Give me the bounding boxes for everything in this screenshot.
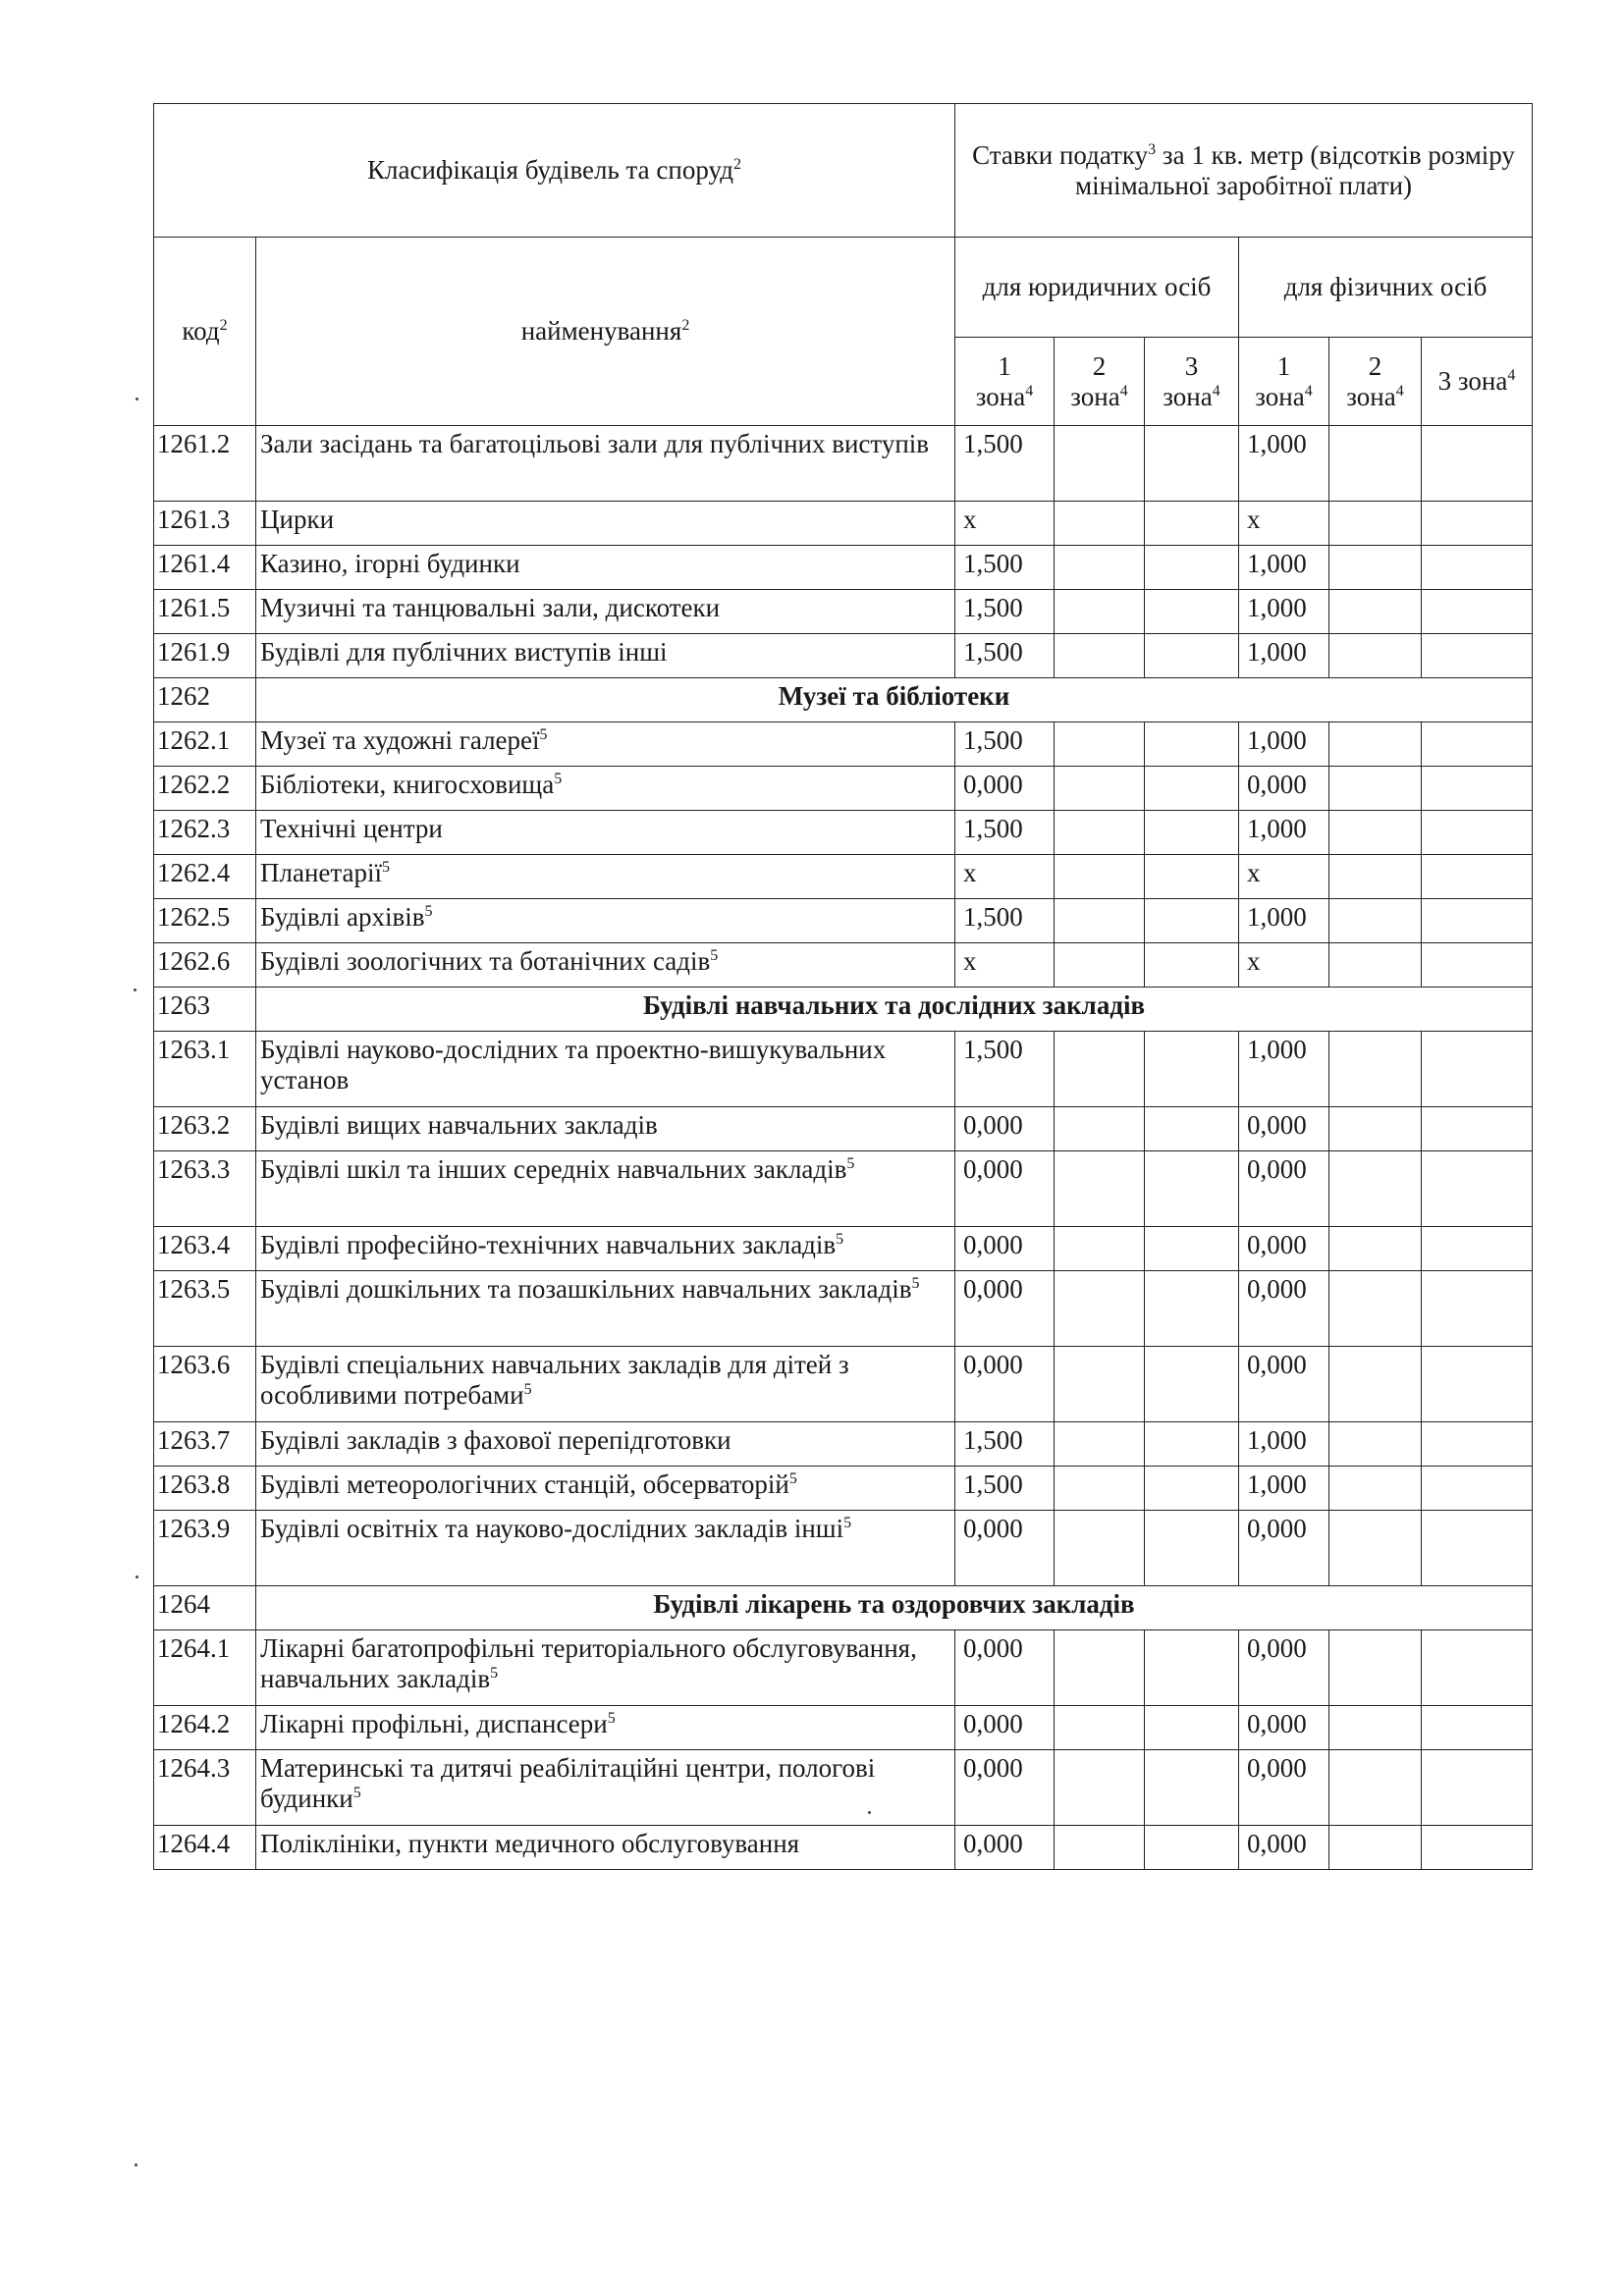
rate-physical-zone1: 0,000 xyxy=(1239,1227,1329,1271)
table-body xyxy=(154,104,1533,1870)
row-name-cell xyxy=(256,1467,955,1511)
table-row xyxy=(154,426,1533,502)
rate-legal-zone1: 1,500 xyxy=(955,1467,1055,1511)
rate-legal-zone2 xyxy=(1055,855,1145,899)
rate-legal-zone2 xyxy=(1055,1151,1145,1227)
rate-legal-zone2 xyxy=(1055,1511,1145,1586)
row-name: Будівлі професійно-технічних навчальних закладів xyxy=(260,1230,837,1259)
row-name: Будівлі освітніх та науково-дослідних закладів інші xyxy=(260,1514,844,1543)
rate-physical-zone2 xyxy=(1329,767,1422,811)
rate-physical-zone2 xyxy=(1329,1630,1422,1706)
rate-physical-zone3 xyxy=(1422,899,1533,943)
row-name-cell xyxy=(256,811,955,855)
footnote-mark: 5 xyxy=(382,859,391,876)
rate-physical-zone2 xyxy=(1329,590,1422,634)
rate-physical-zone1: 0,000 xyxy=(1239,767,1329,811)
rate-physical-zone3 xyxy=(1422,1107,1533,1151)
rate-legal-zone2 xyxy=(1055,811,1145,855)
rate-physical-zone1: 0,000 xyxy=(1239,1511,1329,1586)
classification-header: Класифікація будівель та споруд$^2$ xyxy=(154,104,955,238)
name-header: найменування$^2$ xyxy=(256,238,955,426)
row-name-cell xyxy=(256,722,955,767)
footnote-mark: 5 xyxy=(607,1710,616,1727)
section-title: Будівлі лікарень та оздоровчих закладів xyxy=(256,1586,1533,1630)
row-name-cell xyxy=(256,855,955,899)
rate-legal-zone1: х xyxy=(955,943,1055,988)
rate-legal-zone2 xyxy=(1055,634,1145,678)
rate-legal-zone2 xyxy=(1055,1422,1145,1467)
rate-legal-zone2 xyxy=(1055,1032,1145,1107)
rate-physical-zone2 xyxy=(1329,811,1422,855)
footnote-mark: 5 xyxy=(710,947,719,964)
rate-legal-zone1: 0,000 xyxy=(955,767,1055,811)
row-code: 1261.4 xyxy=(154,546,256,590)
rate-legal-zone1: 0,000 xyxy=(955,1107,1055,1151)
row-name-cell xyxy=(256,1630,955,1706)
rate-physical-zone2 xyxy=(1329,1706,1422,1750)
footnote-mark: 5 xyxy=(846,1155,855,1172)
row-name-cell xyxy=(256,1032,955,1107)
table-row xyxy=(154,1511,1533,1586)
scan-speck xyxy=(135,1575,138,1578)
rate-legal-zone3 xyxy=(1145,1630,1239,1706)
row-code: 1264.3 xyxy=(154,1750,256,1826)
rate-physical-zone1: 0,000 xyxy=(1239,1630,1329,1706)
rate-physical-zone3 xyxy=(1422,1511,1533,1586)
rate-legal-zone1: 0,000 xyxy=(955,1706,1055,1750)
rate-physical-zone1: 0,000 xyxy=(1239,1151,1329,1227)
rate-legal-zone3 xyxy=(1145,1347,1239,1422)
row-name: Будівлі спеціальних навчальних закладів для дітей з особливими потребами xyxy=(260,1350,849,1410)
rate-legal-zone2 xyxy=(1055,426,1145,502)
rate-physical-zone2 xyxy=(1329,1750,1422,1826)
rate-physical-zone2 xyxy=(1329,1151,1422,1227)
footnote-mark: 5 xyxy=(843,1515,852,1531)
rate-physical-zone2 xyxy=(1329,1826,1422,1870)
row-code: 1263.2 xyxy=(154,1107,256,1151)
table-row xyxy=(154,1706,1533,1750)
section-row xyxy=(154,678,1533,722)
rate-physical-zone3 xyxy=(1422,1271,1533,1347)
rate-legal-zone2 xyxy=(1055,943,1145,988)
rate-legal-zone3 xyxy=(1145,426,1239,502)
table-row xyxy=(154,899,1533,943)
rate-legal-zone1: 1,500 xyxy=(955,634,1055,678)
row-name-cell xyxy=(256,1107,955,1151)
row-name-cell xyxy=(256,1750,955,1826)
section-title: Будівлі навчальних та дослідних закладів xyxy=(256,988,1533,1032)
zone-header-physical-2: 2 зона$^4$ xyxy=(1329,338,1422,426)
rate-physical-zone1: 0,000 xyxy=(1239,1750,1329,1826)
row-name-cell xyxy=(256,1271,955,1347)
rate-legal-zone1: 0,000 xyxy=(955,1151,1055,1227)
rate-legal-zone3 xyxy=(1145,546,1239,590)
scan-speck xyxy=(134,988,136,991)
rate-physical-zone3 xyxy=(1422,1826,1533,1870)
row-code: 1262.2 xyxy=(154,767,256,811)
row-code: 1261.9 xyxy=(154,634,256,678)
rate-legal-zone1: 0,000 xyxy=(955,1630,1055,1706)
rate-physical-zone3 xyxy=(1422,590,1533,634)
zone-header-legal-1: 1 зона$^4$ xyxy=(955,338,1055,426)
row-name: Музеї та художні галереї xyxy=(260,725,540,755)
rate-physical-zone1: 1,000 xyxy=(1239,426,1329,502)
row-name: Будівлі шкіл та інших середніх навчальних закладів xyxy=(260,1154,847,1184)
rate-legal-zone3 xyxy=(1145,1422,1239,1467)
rate-physical-zone2 xyxy=(1329,1467,1422,1511)
table-row xyxy=(154,811,1533,855)
rate-legal-zone2 xyxy=(1055,1630,1145,1706)
rate-physical-zone2 xyxy=(1329,502,1422,546)
zone-header-legal-2: 2 зона$^4$ xyxy=(1055,338,1145,426)
row-name: Будівлі зоологічних та ботанічних садів xyxy=(260,946,711,976)
row-name: Будівлі закладів з фахової перепідготовки xyxy=(260,1425,731,1455)
rate-legal-zone3 xyxy=(1145,1032,1239,1107)
row-name-cell xyxy=(256,899,955,943)
rate-physical-zone1: 1,000 xyxy=(1239,1422,1329,1467)
rate-legal-zone2 xyxy=(1055,899,1145,943)
rate-physical-zone3 xyxy=(1422,1467,1533,1511)
rate-legal-zone1: 0,000 xyxy=(955,1511,1055,1586)
rate-physical-zone2 xyxy=(1329,1511,1422,1586)
rate-physical-zone2 xyxy=(1329,426,1422,502)
row-code: 1264.4 xyxy=(154,1826,256,1870)
table-row xyxy=(154,1347,1533,1422)
rate-physical-zone3 xyxy=(1422,1151,1533,1227)
rate-physical-zone1: 1,000 xyxy=(1239,899,1329,943)
row-name: Бібліотеки, книгосховища xyxy=(260,770,555,799)
row-name-cell xyxy=(256,426,955,502)
row-name-cell xyxy=(256,1227,955,1271)
zone-header-physical-3: 3 зона$^4$ xyxy=(1422,338,1533,426)
row-code: 1262.1 xyxy=(154,722,256,767)
row-name-cell xyxy=(256,767,955,811)
rate-physical-zone3 xyxy=(1422,1227,1533,1271)
row-code: 1263.6 xyxy=(154,1347,256,1422)
row-name: Будівлі науково-дослідних та проектно-вишукувальних установ xyxy=(260,1035,887,1095)
rate-legal-zone2 xyxy=(1055,1107,1145,1151)
rate-physical-zone2 xyxy=(1329,546,1422,590)
row-code: 1261.2 xyxy=(154,426,256,502)
row-name-cell xyxy=(256,634,955,678)
section-code: 1263 xyxy=(154,988,256,1032)
rate-legal-zone1: 0,000 xyxy=(955,1227,1055,1271)
rate-legal-zone3 xyxy=(1145,502,1239,546)
scan-speck xyxy=(135,398,138,400)
row-name: Поліклініки, пункти медичного обслуговування xyxy=(260,1829,800,1858)
row-code: 1262.6 xyxy=(154,943,256,988)
rate-physical-zone2 xyxy=(1329,722,1422,767)
rate-physical-zone1: х xyxy=(1239,855,1329,899)
rate-legal-zone1: 1,500 xyxy=(955,1422,1055,1467)
rate-legal-zone1: 1,500 xyxy=(955,590,1055,634)
rate-legal-zone3 xyxy=(1145,1750,1239,1826)
rate-physical-zone1: 0,000 xyxy=(1239,1347,1329,1422)
header-row-2 xyxy=(154,238,1533,338)
rate-physical-zone3 xyxy=(1422,855,1533,899)
rate-physical-zone3 xyxy=(1422,943,1533,988)
table-row xyxy=(154,1271,1533,1347)
section-row xyxy=(154,988,1533,1032)
row-name-cell xyxy=(256,546,955,590)
rate-physical-zone1: 0,000 xyxy=(1239,1706,1329,1750)
rate-physical-zone3 xyxy=(1422,426,1533,502)
rate-physical-zone3 xyxy=(1422,1032,1533,1107)
rate-physical-zone1: х xyxy=(1239,943,1329,988)
code-header: код$^2$ xyxy=(154,238,256,426)
rate-legal-zone3 xyxy=(1145,899,1239,943)
row-code: 1263.3 xyxy=(154,1151,256,1227)
section-row xyxy=(154,1586,1533,1630)
row-name: Казино, ігорні будинки xyxy=(260,549,520,578)
row-name: Музичні та танцювальні зали, дискотеки xyxy=(260,593,721,622)
footnote-mark: 5 xyxy=(836,1231,844,1248)
rate-legal-zone3 xyxy=(1145,767,1239,811)
table-row xyxy=(154,1467,1533,1511)
table-row xyxy=(154,855,1533,899)
row-name-cell xyxy=(256,1347,955,1422)
rate-legal-zone1: 1,500 xyxy=(955,546,1055,590)
rate-physical-zone3 xyxy=(1422,1706,1533,1750)
rate-physical-zone3 xyxy=(1422,634,1533,678)
legal-entities-header: для юридичних осіб xyxy=(955,238,1239,338)
row-name: Будівлі метеорологічних станцій, обсерваторій xyxy=(260,1469,789,1499)
rate-physical-zone3 xyxy=(1422,767,1533,811)
footnote-mark: 5 xyxy=(490,1665,499,1682)
table-row xyxy=(154,1750,1533,1826)
footnote-mark: 5 xyxy=(424,903,433,920)
table-row xyxy=(154,1630,1533,1706)
rate-legal-zone2 xyxy=(1055,1750,1145,1826)
section-code: 1262 xyxy=(154,678,256,722)
rate-legal-zone1: 0,000 xyxy=(955,1750,1055,1826)
rate-legal-zone1: 1,500 xyxy=(955,899,1055,943)
rate-legal-zone2 xyxy=(1055,1347,1145,1422)
rate-legal-zone1: х xyxy=(955,502,1055,546)
row-code: 1261.5 xyxy=(154,590,256,634)
physical-persons-header: для фізичних осіб xyxy=(1239,238,1533,338)
row-name-cell xyxy=(256,1706,955,1750)
rate-legal-zone2 xyxy=(1055,590,1145,634)
zone-header-physical-1: 1 зона$^4$ xyxy=(1239,338,1329,426)
row-name-cell xyxy=(256,590,955,634)
table-row xyxy=(154,1422,1533,1467)
row-code: 1263.5 xyxy=(154,1271,256,1347)
row-code: 1263.4 xyxy=(154,1227,256,1271)
rate-legal-zone2 xyxy=(1055,767,1145,811)
rate-legal-zone2 xyxy=(1055,1467,1145,1511)
row-name: Лікарні профільні, диспансери xyxy=(260,1709,608,1738)
row-code: 1261.3 xyxy=(154,502,256,546)
rate-legal-zone3 xyxy=(1145,1706,1239,1750)
row-name-cell xyxy=(256,1151,955,1227)
row-code: 1262.3 xyxy=(154,811,256,855)
rate-legal-zone3 xyxy=(1145,722,1239,767)
row-code: 1263.9 xyxy=(154,1511,256,1586)
rate-physical-zone3 xyxy=(1422,1422,1533,1467)
rate-physical-zone1: 1,000 xyxy=(1239,811,1329,855)
scan-speck xyxy=(868,1811,871,1814)
rate-legal-zone2 xyxy=(1055,502,1145,546)
rate-physical-zone3 xyxy=(1422,811,1533,855)
rate-legal-zone1: 1,500 xyxy=(955,426,1055,502)
rate-legal-zone2 xyxy=(1055,1227,1145,1271)
rate-physical-zone1: 1,000 xyxy=(1239,546,1329,590)
row-name: Будівлі вищих навчальних закладів xyxy=(260,1110,658,1140)
row-name-cell xyxy=(256,1511,955,1586)
section-code: 1264 xyxy=(154,1586,256,1630)
footnote-mark: 5 xyxy=(788,1470,797,1487)
footnote-mark: 5 xyxy=(352,1785,361,1801)
row-name: Лікарні багатопрофільні територіального обслуговування, навчальних закладів xyxy=(260,1633,917,1693)
row-code: 1263.8 xyxy=(154,1467,256,1511)
row-name: Будівлі архівів xyxy=(260,902,425,932)
footnote-mark: 5 xyxy=(554,771,563,787)
footnote-mark: 5 xyxy=(539,726,548,743)
rate-legal-zone2 xyxy=(1055,1826,1145,1870)
table-row xyxy=(154,590,1533,634)
rate-legal-zone3 xyxy=(1145,1151,1239,1227)
row-name: Материнські та дитячі реабілітаційні центри, пологові будинки xyxy=(260,1753,876,1813)
rate-legal-zone3 xyxy=(1145,1271,1239,1347)
rate-physical-zone2 xyxy=(1329,1032,1422,1107)
row-code: 1264.2 xyxy=(154,1706,256,1750)
rate-legal-zone2 xyxy=(1055,546,1145,590)
rate-physical-zone3 xyxy=(1422,502,1533,546)
table-row xyxy=(154,634,1533,678)
header-row-1 xyxy=(154,104,1533,238)
rate-physical-zone3 xyxy=(1422,1347,1533,1422)
rate-physical-zone2 xyxy=(1329,1271,1422,1347)
rate-legal-zone3 xyxy=(1145,943,1239,988)
row-name: Планетарії xyxy=(260,858,383,887)
rate-physical-zone1: 0,000 xyxy=(1239,1271,1329,1347)
rate-legal-zone3 xyxy=(1145,855,1239,899)
rate-legal-zone3 xyxy=(1145,1107,1239,1151)
table-row xyxy=(154,1107,1533,1151)
rate-physical-zone2 xyxy=(1329,1422,1422,1467)
rate-legal-zone3 xyxy=(1145,1227,1239,1271)
rate-legal-zone3 xyxy=(1145,1511,1239,1586)
row-name-cell xyxy=(256,1826,955,1870)
rate-physical-zone3 xyxy=(1422,1630,1533,1706)
rate-physical-zone1: х xyxy=(1239,502,1329,546)
footnote-mark: 5 xyxy=(911,1275,920,1292)
rate-legal-zone3 xyxy=(1145,1467,1239,1511)
rate-legal-zone2 xyxy=(1055,1706,1145,1750)
row-name-cell xyxy=(256,1422,955,1467)
rate-physical-zone1: 0,000 xyxy=(1239,1826,1329,1870)
rate-legal-zone1: 0,000 xyxy=(955,1347,1055,1422)
rate-legal-zone1: 1,500 xyxy=(955,722,1055,767)
rate-legal-zone1: 1,500 xyxy=(955,1032,1055,1107)
table-row xyxy=(154,722,1533,767)
tax-rates-document xyxy=(153,103,1532,1870)
table-row xyxy=(154,767,1533,811)
table-row xyxy=(154,546,1533,590)
rate-physical-zone2 xyxy=(1329,1107,1422,1151)
rate-legal-zone1: х xyxy=(955,855,1055,899)
rate-physical-zone2 xyxy=(1329,943,1422,988)
table-row xyxy=(154,502,1533,546)
rate-physical-zone3 xyxy=(1422,722,1533,767)
rate-physical-zone1: 1,000 xyxy=(1239,1467,1329,1511)
section-title: Музеї та бібліотеки xyxy=(256,678,1533,722)
rate-physical-zone2 xyxy=(1329,1347,1422,1422)
row-name: Технічні центри xyxy=(260,814,443,843)
table-row xyxy=(154,1227,1533,1271)
table-row xyxy=(154,943,1533,988)
rate-legal-zone3 xyxy=(1145,634,1239,678)
row-name-cell xyxy=(256,943,955,988)
rate-physical-zone1: 1,000 xyxy=(1239,590,1329,634)
row-code: 1262.4 xyxy=(154,855,256,899)
table-row xyxy=(154,1151,1533,1227)
rate-physical-zone3 xyxy=(1422,1750,1533,1826)
rate-legal-zone1: 0,000 xyxy=(955,1826,1055,1870)
rate-legal-zone3 xyxy=(1145,590,1239,634)
table-row xyxy=(154,1032,1533,1107)
rate-physical-zone2 xyxy=(1329,1227,1422,1271)
rate-physical-zone1: 1,000 xyxy=(1239,1032,1329,1107)
footnote-mark: 5 xyxy=(523,1381,532,1398)
rate-physical-zone2 xyxy=(1329,899,1422,943)
row-name: Зали засідань та багатоцільові зали для публічних виступів xyxy=(260,429,930,458)
row-name: Будівлі дошкільних та позашкільних навчальних закладів xyxy=(260,1274,912,1304)
row-code: 1263.1 xyxy=(154,1032,256,1107)
rate-legal-zone3 xyxy=(1145,811,1239,855)
row-code: 1263.7 xyxy=(154,1422,256,1467)
zone-header-legal-3: 3 зона$^4$ xyxy=(1145,338,1239,426)
rate-physical-zone1: 0,000 xyxy=(1239,1107,1329,1151)
rate-legal-zone2 xyxy=(1055,1271,1145,1347)
row-code: 1264.1 xyxy=(154,1630,256,1706)
rate-physical-zone1: 1,000 xyxy=(1239,634,1329,678)
row-name: Цирки xyxy=(260,505,335,534)
rate-legal-zone2 xyxy=(1055,722,1145,767)
rates-header: Ставки податку$^3$ за 1 кв. метр (відсотків розміру мінімальної заробітної плати) xyxy=(955,104,1533,238)
tax-rates-table xyxy=(153,103,1533,1870)
rate-physical-zone1: 1,000 xyxy=(1239,722,1329,767)
row-name-cell xyxy=(256,502,955,546)
rate-physical-zone3 xyxy=(1422,546,1533,590)
rate-legal-zone1: 1,500 xyxy=(955,811,1055,855)
table-row xyxy=(154,1826,1533,1870)
row-name: Будівлі для публічних виступів інші xyxy=(260,637,668,667)
scan-speck xyxy=(135,2163,137,2166)
rate-legal-zone1: 0,000 xyxy=(955,1271,1055,1347)
rate-physical-zone2 xyxy=(1329,634,1422,678)
rate-legal-zone3 xyxy=(1145,1826,1239,1870)
rate-physical-zone2 xyxy=(1329,855,1422,899)
row-code: 1262.5 xyxy=(154,899,256,943)
